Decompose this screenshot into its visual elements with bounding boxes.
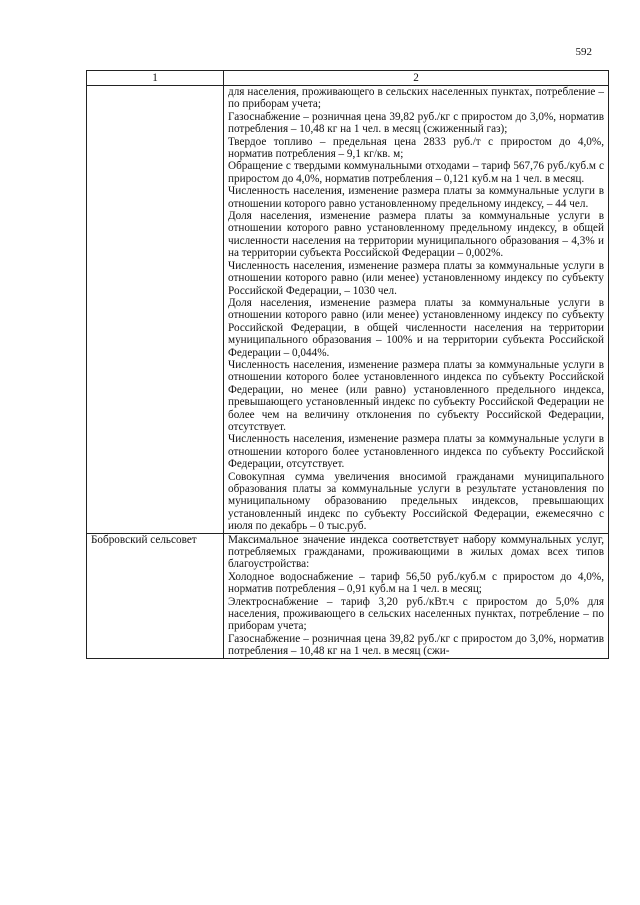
description-paragraph: Газоснабжение – розничная цена 39,82 руб./кг с приростом до 3,0%, норматив потребления – 10,48 кг на 1 чел. в месяц (сжиженный газ); [228, 110, 604, 136]
description-paragraph: Доля населения, изменение размера платы за коммунальные услуги в отношении которого равно установленному предельному индексу, в общей численности населения на территории муниципального образования – 4,3% и на территории субъекта Российской Федерации – 0,002%. [228, 210, 604, 260]
description-paragraph: Газоснабжение – розничная цена 39,82 руб./кг с приростом до 3,0%, норматив потребления – 10,48 кг на 1 чел. в месяц (сжи- [228, 632, 604, 658]
description-cell [224, 533, 609, 658]
column-header-2: 2 [224, 71, 609, 86]
description-paragraph: Обращение с твердыми коммунальными отходами – тариф 567,76 руб./куб.м с приростом до 4,0%, норматив потребления – 0,121 куб.м на 1 чел. в месяц. [228, 160, 604, 185]
table-row [87, 533, 609, 658]
description-paragraph: Численность населения, изменение размера платы за коммунальные услуги в отношении которого равно установленному предельному индексу, – 44 чел. [228, 185, 604, 210]
description-paragraph: Максимальное значение индекса соответствует набору коммунальных услуг, потребляемых гражданами, проживающими в жилых домах всех типов благоустройства: [228, 533, 604, 571]
description-paragraph: Совокупная сумма увеличения вносимой гражданами муниципального образования платы за коммунальные услуги в результате установления по муниципальному образованию предельных индексов, превышающих установленный индекс по субъекту Российской Федерации, ежемесячно с июля по декабрь – 0 тыс.руб. [228, 470, 604, 533]
description-paragraph: Доля населения, изменение размера платы за коммунальные услуги в отношении которого равно (или менее) установленному индексу по субъекту Российской Федерации, в общей численности населения на территории муниципального образования – 100% и на территории субъекта Российской Федерации – 0,044%. [228, 296, 604, 359]
region-cell [87, 533, 224, 658]
region-cell [87, 86, 224, 534]
page-number: 592 [575, 46, 592, 58]
region-name: Бобровский сельсовет [91, 533, 197, 546]
description-paragraph: для населения, проживающего в сельских населенных пунктах, потребление – по приборам учета; [228, 86, 604, 111]
description-paragraph: Численность населения, изменение размера платы за коммунальные услуги в отношении которого равно (или менее) установленному индексу по субъекту Российской Федерации, – 1030 чел. [228, 259, 604, 297]
description-paragraph: Численность населения, изменение размера платы за коммунальные услуги в отношении которого более установленного индекса по субъекту Российской Федерации, отсутствует. [228, 433, 604, 471]
column-header-1: 1 [87, 71, 224, 86]
table-header-row [87, 71, 609, 86]
table-body [87, 86, 609, 659]
description-paragraph: Численность населения, изменение размера платы за коммунальные услуги в отношении которого более установленного индекса по субъекту Российской Федерации, но менее (или равно) установленного предельного индекса, превышающего установленный индекс по субъекту Российской Федерации не более чем на величину отклонения по субъекту Российской Федерации, отсутствует. [228, 358, 604, 433]
table-row [87, 86, 609, 534]
description-paragraph: Холодное водоснабжение – тариф 56,50 руб./куб.м с приростом до 4,0%, норматив потребления – 0,91 куб.м на 1 чел. в месяц; [228, 570, 604, 596]
description-paragraph: Твердое топливо – предельная цена 2833 руб./т с приростом до 4,0%, норматив потребления – 9,1 кг/кв. м; [228, 135, 604, 161]
document-table [86, 70, 609, 659]
description-paragraph: Электроснабжение – тариф 3,20 руб./кВт.ч с приростом до 5,0% для населения, проживающего в сельских населенных пунктах, потребление – по приборам учета; [228, 595, 604, 633]
description-cell [224, 86, 609, 534]
